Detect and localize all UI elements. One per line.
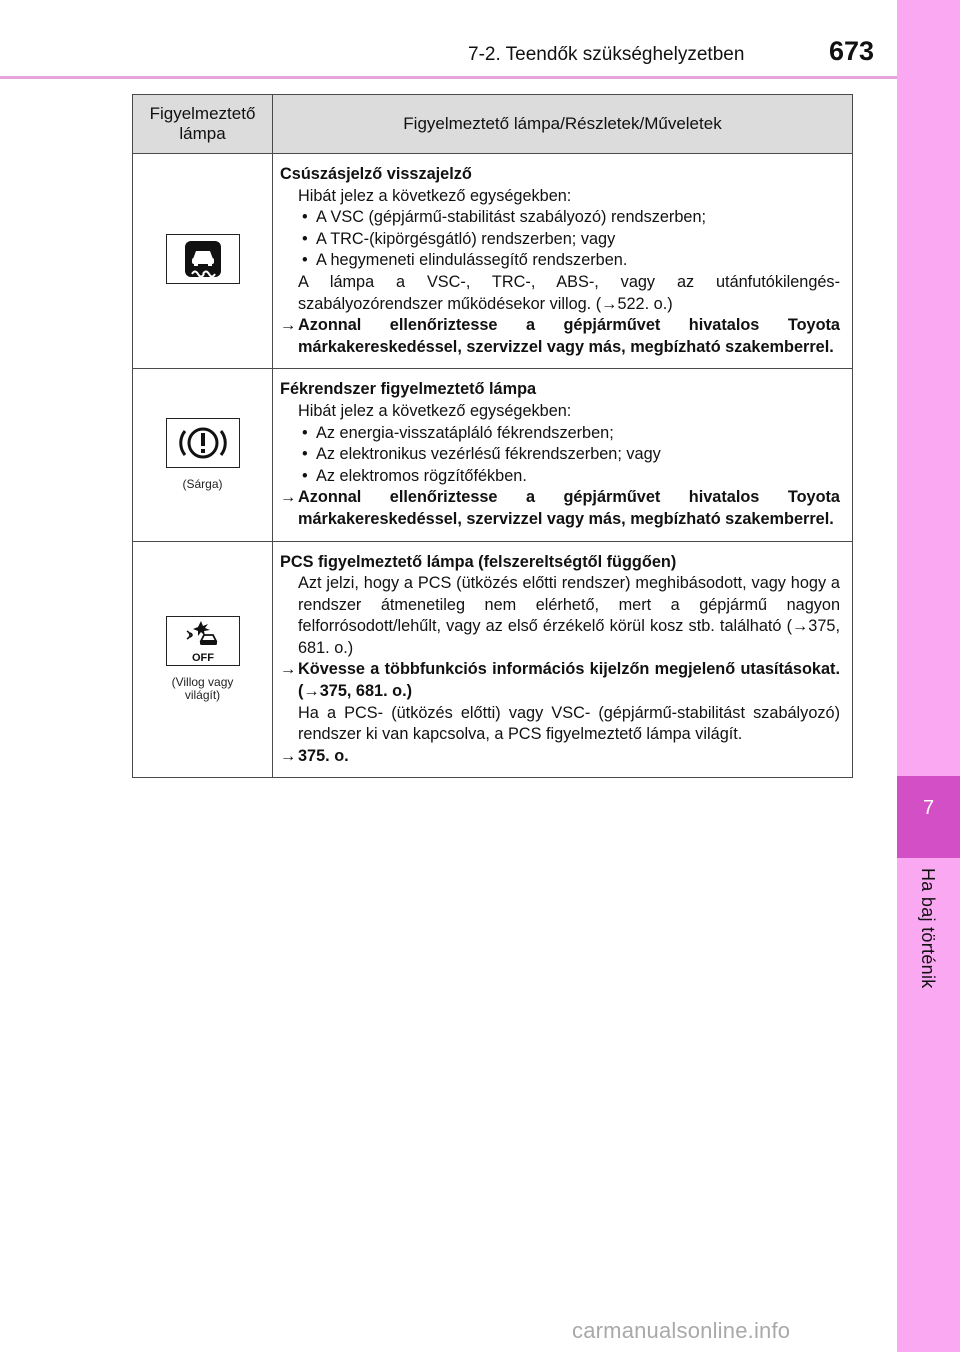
list-item: • Az elektromos rögzítőfékben. bbox=[302, 466, 527, 485]
reference-arrow: → bbox=[601, 294, 618, 313]
action-arrow-icon: → bbox=[280, 746, 297, 765]
watermark: carmanualsonline.info bbox=[572, 1318, 791, 1343]
page-number: 673 bbox=[829, 36, 875, 66]
details-cell bbox=[273, 154, 853, 369]
item-action: → Azonnal ellenőriztesse a gépjárművet hivatalos Toyota márkakereskedéssel, szervizzel vagy más, megbízható szakemberrel. bbox=[280, 316, 840, 356]
icon-cell bbox=[133, 154, 273, 369]
svg-text:OFF: OFF bbox=[191, 652, 214, 665]
details-cell bbox=[273, 369, 853, 541]
header-rule bbox=[0, 76, 897, 79]
header-lamp: Figyelmeztető lámpa bbox=[133, 95, 273, 154]
pcs-off-icon bbox=[166, 616, 240, 666]
reference-arrow: → bbox=[303, 682, 320, 701]
icon-cell bbox=[133, 369, 273, 541]
item-intro: Hibát jelez a következő egységekben: bbox=[298, 401, 572, 420]
table-row bbox=[133, 154, 853, 369]
item-title: Fékrendszer figyelmeztető lámpa bbox=[280, 380, 537, 399]
item-paragraph: Azt jelzi, hogy a PCS (ütközés előtti rendszer) meghibásodott, vagy hogy a rendszer átmenetileg nem elérhető, mert a gépjármű nagyon felforrósodott/lehűlt, vagy az első érzékelő körül kosz stb. található (→375, 681. o.) bbox=[298, 574, 840, 657]
item-action: → Kövesse a többfunkciós információs kijelzőn megjelenő utasításokat. (→375, 681. o.) bbox=[280, 660, 840, 701]
list-item: • Az elektronikus vezérlésű fékrendszerben; vagy bbox=[302, 445, 661, 464]
list-item: • Az energia-visszatápláló fékrendszerben; bbox=[302, 423, 614, 442]
warning-lamp-table bbox=[132, 94, 853, 778]
header-details: Figyelmeztető lámpa/Részletek/Műveletek bbox=[273, 95, 853, 154]
skid-indicator-icon bbox=[166, 234, 240, 284]
icon-caption: (Villog vagy világít) bbox=[171, 675, 234, 703]
item-note: A lámpa a VSC-, TRC-, ABS-, vagy az utánfutókilengés-szabályozórendszer működésekor villog. (→522. o.) bbox=[298, 272, 840, 313]
action-arrow-icon: → bbox=[280, 488, 297, 507]
list-item: • A VSC (gépjármű-stabilitást szabályozó) rendszerben; bbox=[302, 208, 707, 227]
item-intro: Hibát jelez a következő egységekben: bbox=[298, 186, 572, 205]
icon-caption: (Sárga) bbox=[182, 477, 223, 492]
page-header-title: 7-2. Teendők szükséghelyzetben bbox=[468, 44, 745, 65]
table-row bbox=[133, 541, 853, 778]
item-title: PCS figyelmeztető lámpa (felszereltségtől függően) bbox=[280, 552, 677, 571]
item-title: Csúszásjelző visszajelző bbox=[280, 165, 472, 183]
table-header-row bbox=[133, 95, 853, 154]
action-arrow-icon: → bbox=[280, 316, 297, 335]
side-tab bbox=[897, 0, 960, 1352]
icon-cell bbox=[133, 541, 273, 778]
details-cell bbox=[273, 541, 853, 778]
item-reference: → 375. o. bbox=[280, 746, 840, 768]
reference-arrow: → bbox=[792, 617, 809, 636]
item-action: → Azonnal ellenőriztesse a gépjárművet hivatalos Toyota márkakereskedéssel, szervizzel vagy más, megbízható szakemberrel. bbox=[280, 488, 840, 528]
item-paragraph: Ha a PCS- (ütközés előtti) vagy VSC- (gépjármű-stabilitást szabályozó) rendszer ki van kapcsolva, a PCS figyelmeztető lámpa világít. bbox=[298, 703, 840, 744]
table-row bbox=[133, 369, 853, 541]
side-chapter-number: 7 bbox=[922, 797, 935, 819]
side-chapter-label: Ha baj történik bbox=[918, 868, 938, 989]
action-arrow-icon: → bbox=[280, 660, 297, 679]
brake-warning-icon bbox=[166, 418, 240, 468]
list-item: • A TRC-(kipörgésgátló) rendszerben; vagy bbox=[302, 229, 616, 248]
list-item: • A hegymeneti elindulássegítő rendszerben. bbox=[302, 251, 628, 270]
